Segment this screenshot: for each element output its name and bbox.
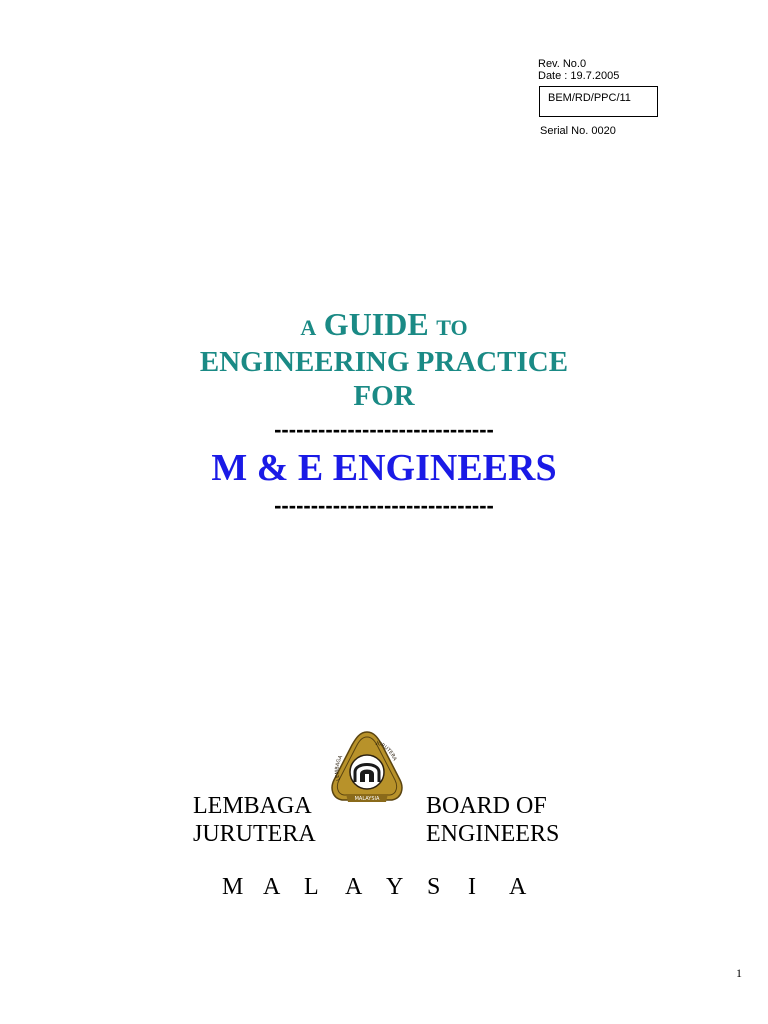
country-letter: M xyxy=(222,874,244,900)
serial-number: Serial No. 0020 xyxy=(540,125,616,137)
title-word-a: A xyxy=(300,315,317,340)
country-letter: L xyxy=(304,874,319,900)
country-letter: S xyxy=(427,874,441,900)
title-word-guide: GUIDE xyxy=(323,306,429,342)
title-line-2: ENGINEERING PRACTICE xyxy=(199,346,569,378)
country-letter: A xyxy=(263,874,281,900)
org-name-malay-line-1: LEMBAGA xyxy=(193,793,312,819)
document-subject: M & E ENGINEERS xyxy=(211,447,557,489)
dash-divider-bottom: ------------------------------ xyxy=(274,493,494,518)
title-line-1 xyxy=(0,306,768,346)
document-reference: BEM/RD/PPC/11 xyxy=(548,92,631,104)
org-name-english-line-1: BOARD OF xyxy=(426,793,547,819)
org-name-malay-line-2: JURUTERA xyxy=(193,821,316,847)
logo-text-right: JURUTERA xyxy=(375,740,398,762)
dash-divider-top: ------------------------------ xyxy=(274,417,494,442)
country-letter: I xyxy=(468,874,476,900)
country-name xyxy=(222,874,526,901)
country-letter: A xyxy=(509,874,527,900)
document-reference-box xyxy=(539,86,658,117)
document-date: Date : 19.7.2005 xyxy=(538,70,620,82)
country-letter: Y xyxy=(386,874,404,900)
logo-text-bottom: MALAYSIA xyxy=(354,796,380,802)
logo-text-left: LEMBAGA xyxy=(334,754,345,782)
board-of-engineers-logo xyxy=(328,728,406,814)
org-name-english-line-2: ENGINEERS xyxy=(426,821,560,847)
page-number: 1 xyxy=(736,966,742,980)
title-line-3: FOR xyxy=(353,380,415,412)
country-letter: A xyxy=(345,874,363,900)
revision-number: Rev. No.0 xyxy=(538,58,587,70)
title-word-to: TO xyxy=(436,315,468,340)
